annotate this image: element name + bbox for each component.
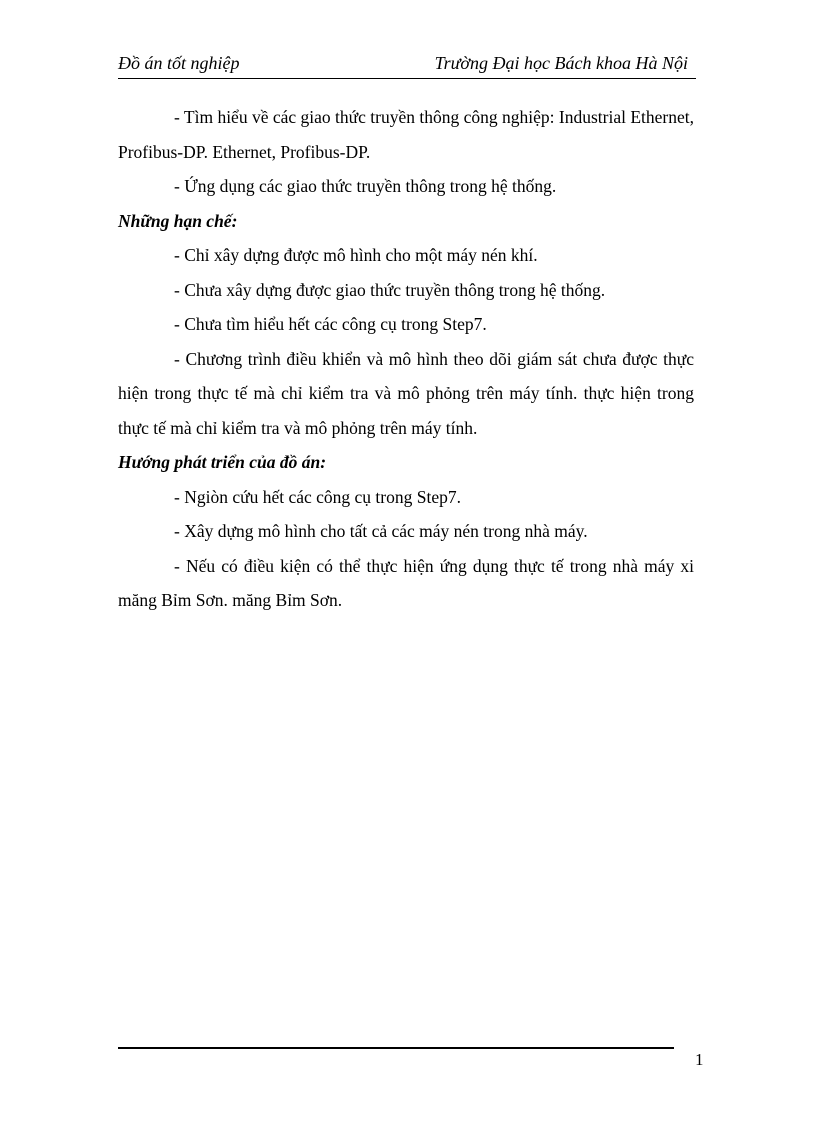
- header-institution: Trường Đại học Bách khoa Hà Nội: [434, 53, 688, 73]
- limitation-item: - Chương trình điều khiển và mô hình theo dõi giám sát chưa được thực hiện trong thực tế mà chỉ kiểm tra và mô phỏng trên máy tính. thực hiện trong thực tế mà chỉ kiểm tra và mô phỏng trên máy tính.: [118, 348, 694, 438]
- limitation-item: - Chỉ xây dựng được mô hình cho một máy nén khí.: [174, 245, 538, 265]
- header-document-title: Đồ án tốt nghiệp: [118, 53, 240, 73]
- page-header: [118, 52, 696, 79]
- document-body: [118, 100, 694, 618]
- limitation-item: - Chưa tìm hiểu hết các công cụ trong Step7.: [174, 314, 487, 334]
- paragraph-protocol-application: - Ứng dụng các giao thức truyền thông trong hệ thống.: [174, 176, 557, 196]
- page-number: 1: [695, 1050, 704, 1069]
- heading-limitations: Những hạn chế:: [118, 210, 238, 231]
- development-item: - Xây dựng mô hình cho tất cả các máy nén trong nhà máy.: [174, 521, 588, 541]
- development-item: - Ngiòn cứu hết các công cụ trong Step7.: [174, 486, 461, 507]
- footer-divider: [118, 1047, 674, 1049]
- limitation-item: - Chưa xây dựng được giao thức truyền thông trong hệ thống.: [174, 279, 606, 300]
- paragraph-industrial-protocols: - Tìm hiểu về các giao thức truyền thông công nghiệp: Industrial Ethernet, Profibus-DP. Ethernet, Profibus-DP.: [118, 107, 694, 162]
- development-item: - Nếu có điều kiện có thể thực hiện ứng dụng thực tế trong nhà máy xi măng Bỉm Sơn. măng Bỉm Sơn.: [118, 555, 694, 610]
- heading-development: Hướng phát triển của đồ án:: [118, 452, 327, 472]
